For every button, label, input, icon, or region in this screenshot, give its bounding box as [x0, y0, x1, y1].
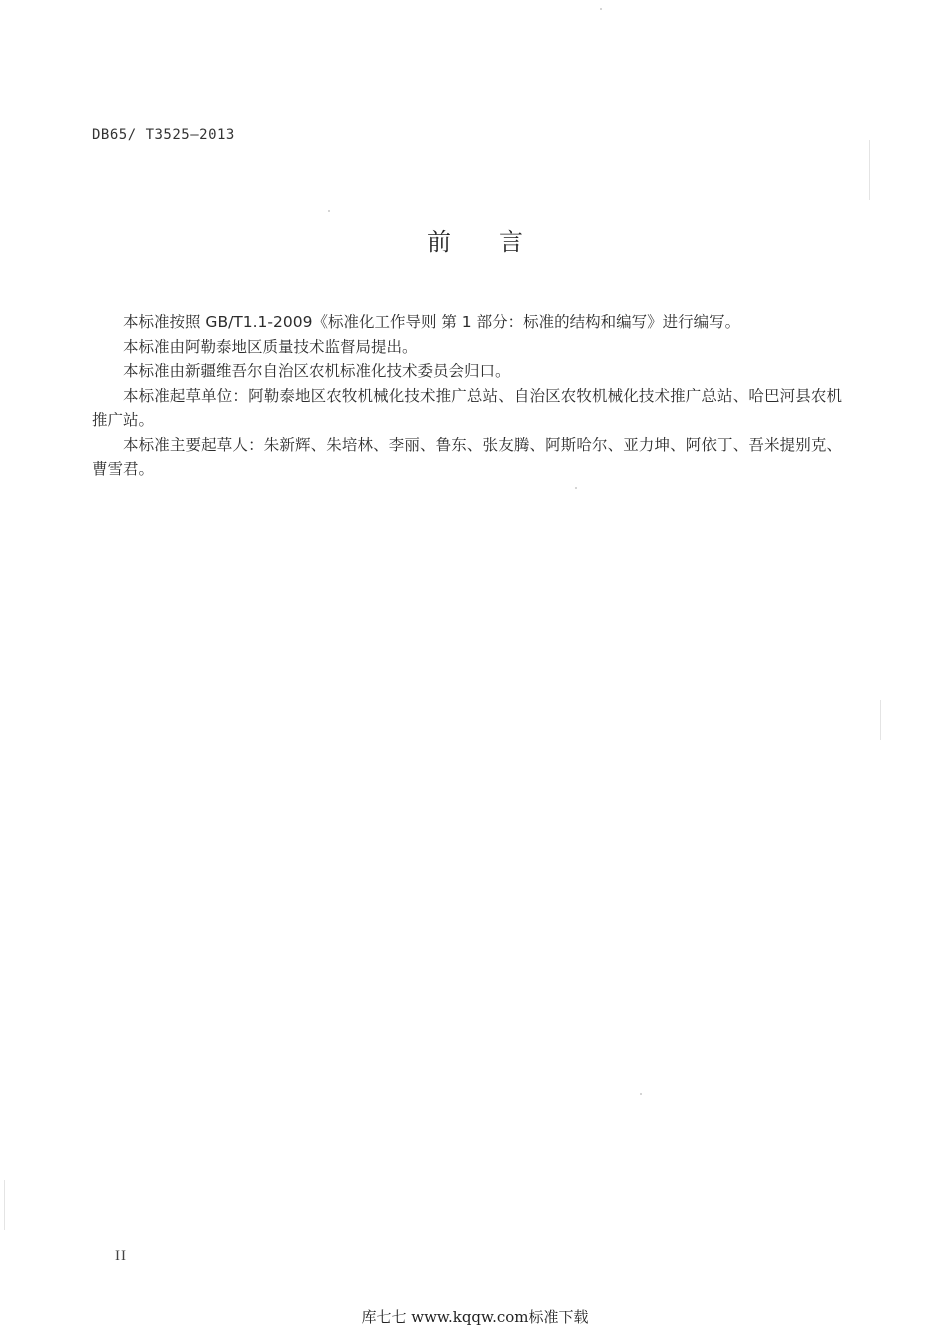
paragraph-drafters: 本标准主要起草人：朱新辉、朱培林、李丽、鲁东、张友腾、阿斯哈尔、亚力坤、阿依丁、吾米提别克、曹雪君。 [92, 435, 842, 478]
foreword-body [92, 310, 842, 482]
page-title: 前言 [427, 228, 571, 256]
scan-edge-line [869, 140, 870, 200]
scan-edge-line [880, 700, 881, 740]
scan-speck [640, 1093, 642, 1095]
paragraph-committee: 本标准由新疆维吾尔自治区农机标准化技术委员会归口。 [123, 362, 511, 380]
download-watermark: 库七七 www.kqqw.com标准下载 [361, 1308, 589, 1326]
page-number: II [115, 1248, 127, 1264]
scan-speck [328, 210, 330, 212]
scan-speck [600, 8, 602, 10]
scan-speck [575, 487, 577, 489]
scan-edge-line [4, 1180, 5, 1230]
paragraph-drafting-rules: 本标准按照 GB/T1.1-2009《标准化工作导则 第 1 部分：标准的结构和编写》进行编写。 [123, 313, 741, 331]
paragraph-proposer: 本标准由阿勒泰地区质量技术监督局提出。 [123, 337, 418, 356]
document-code: DB65/ T3525—2013 [92, 127, 235, 143]
paragraph-drafting-units: 本标准起草单位：阿勒泰地区农牧机械化技术推广总站、自治区农牧机械化技术推广总站、哈巴河县农机推广站。 [92, 386, 842, 429]
